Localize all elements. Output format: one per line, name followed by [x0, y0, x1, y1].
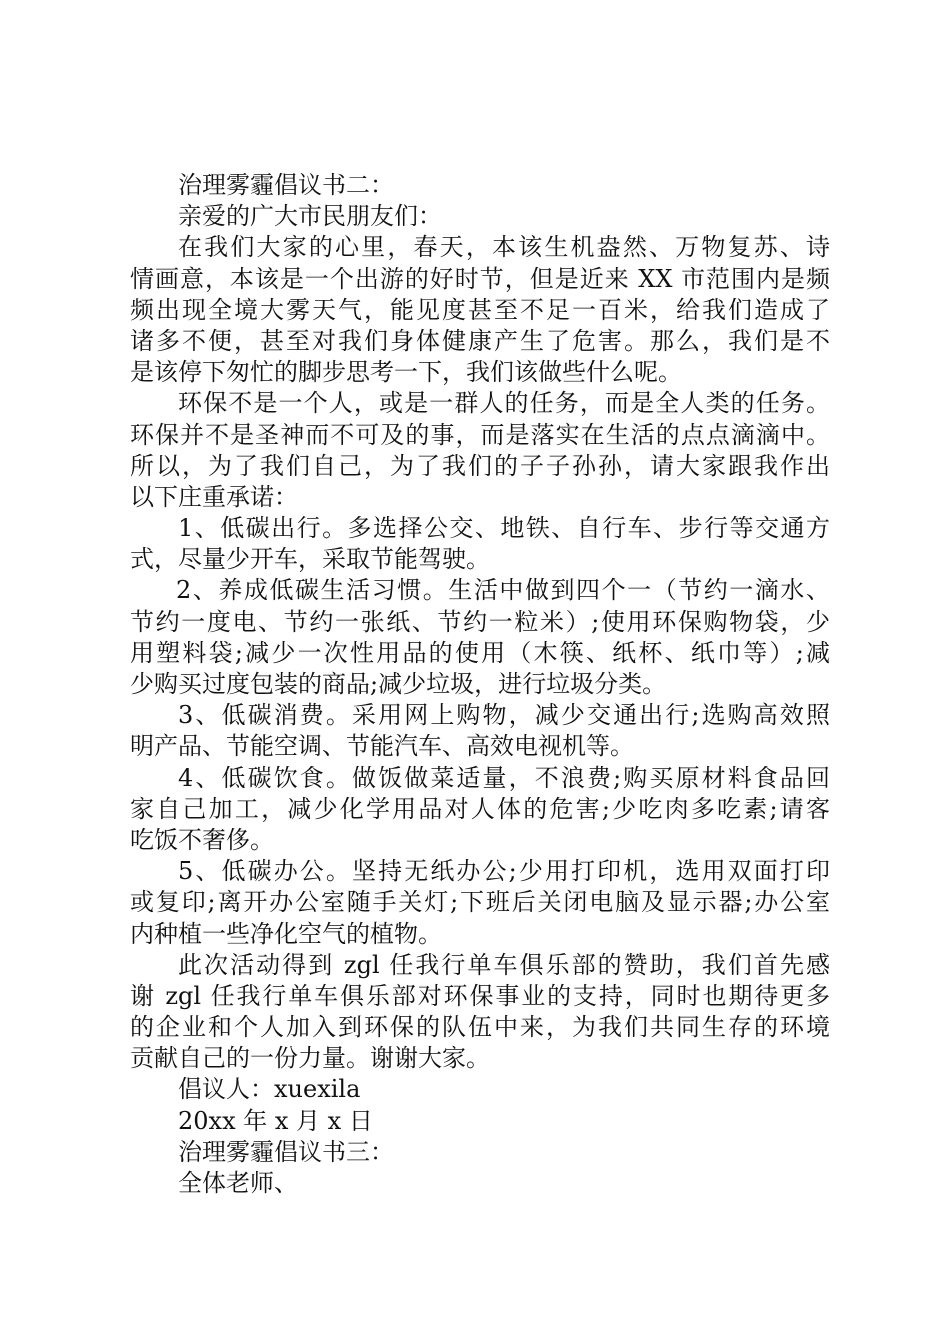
- text-line: 内种植一些净化空气的植物。: [130, 919, 442, 948]
- text-line: 是该停下匆忙的脚步思考一下，我们该做些什么呢。: [130, 358, 682, 387]
- text-line: 诸多不便，甚至对我们身体健康产生了危害。那么，我们是不: [130, 326, 830, 355]
- text-line: 3、低碳消费。采用网上购物，减少交通出行;选购高效照: [178, 701, 830, 730]
- signer-line: 倡议人：xuexila: [178, 1075, 361, 1104]
- text-line: 环保并不是圣神而不可及的事，而是落实在生活的点点滴滴中。: [130, 420, 830, 449]
- text-line: 5、低碳办公。坚持无纸办公;少用打印机，选用双面打印: [178, 857, 830, 886]
- text-line: 所以，为了我们自己，为了我们的子子孙孙，请大家跟我作出: [130, 451, 830, 480]
- section2-title: 治理雾霾倡议书二：: [178, 171, 394, 199]
- text-line: 节约一度电、节约一张纸、节约一粒米）;使用环保购物袋，少: [130, 607, 830, 636]
- document-body: [130, 170, 830, 1199]
- text-line: 2、养成低碳生活习惯。生活中做到四个一（节约一滴水、: [176, 576, 830, 605]
- pledge-item-5: [130, 856, 830, 950]
- pledge-item-1: [130, 513, 830, 575]
- text-line: 环保不是一个人，或是一群人的任务，而是全人类的任务。: [178, 389, 830, 418]
- section3-salutation: 全体老师、: [178, 1169, 298, 1197]
- paragraph-environment: [130, 388, 830, 513]
- text-line: 以下庄重承诺：: [130, 482, 298, 511]
- text-line: 的企业和个人加入到环保的队伍中来，为我们共同生存的环境: [130, 1013, 830, 1042]
- text-line: 谢 zgl 任我行单车俱乐部对环保事业的支持，同时也期待更多: [130, 981, 830, 1010]
- section2-salutation: 亲爱的广大市民朋友们：: [178, 202, 442, 231]
- text-line: 1、低碳出行。多选择公交、地铁、自行车、步行等交通方: [178, 514, 830, 543]
- text-line: 明产品、节能空调、节能汽车、高效电视机等。: [130, 732, 634, 761]
- text-line: 贡献自己的一份力量。谢谢大家。: [130, 1044, 490, 1073]
- paragraph-intro: [130, 232, 830, 388]
- pledge-item-4: [130, 763, 830, 857]
- text-line: 在我们大家的心里，春天，本该生机盎然、万物复苏、诗: [178, 233, 830, 262]
- text-line: 此次活动得到 zgl 任我行单车俱乐部的赞助，我们首先感: [178, 950, 830, 979]
- section3-title: 治理雾霾倡议书三：: [178, 1137, 394, 1166]
- text-line: 少购买过度包装的商品;减少垃圾，进行垃圾分类。: [130, 670, 667, 698]
- date-line: 20xx 年 x 月 x 日: [178, 1106, 373, 1135]
- pledge-item-2: [130, 575, 830, 700]
- text-line: 情画意，本该是一个出游的好时节，但是近来 XX 市范围内是频: [130, 264, 830, 293]
- pledge-item-3: [130, 700, 830, 762]
- text-line: 式，尽量少开车，采取节能驾驶。: [130, 545, 490, 574]
- text-line: 或复印;离开办公室随手关灯;下班后关闭电脑及显示器;办公室: [130, 888, 830, 917]
- text-line: 家自己加工，减少化学用品对人体的危害;少吃肉多吃素;请客: [130, 794, 830, 823]
- text-line: 用塑料袋;减少一次性用品的使用（木筷、纸杯、纸巾等）;减: [130, 638, 830, 667]
- text-line: 吃饭不奢侈。: [130, 825, 274, 854]
- text-line: 4、低碳饮食。做饭做菜适量，不浪费;购买原材料食品回: [178, 763, 830, 792]
- text-line: 频出现全境大雾天气，能见度甚至不足一百米，给我们造成了: [130, 295, 830, 324]
- paragraph-sponsor: [130, 950, 830, 1075]
